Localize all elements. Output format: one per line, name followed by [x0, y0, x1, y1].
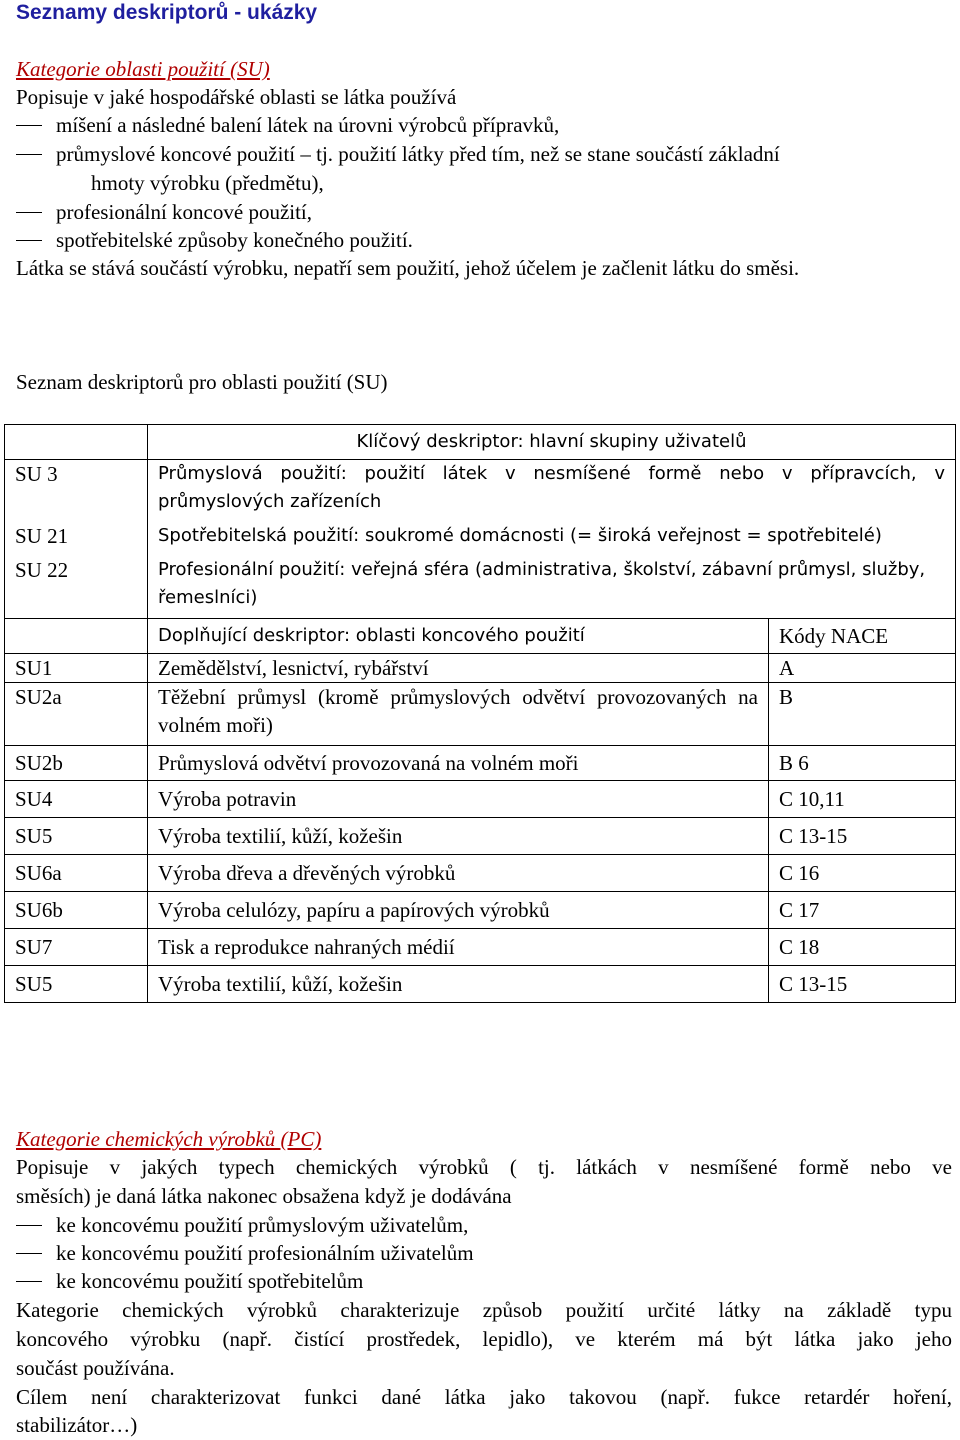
su-description: Výroba potravin: [148, 781, 769, 818]
su-bullet-3: profesionální koncové použití,: [56, 200, 313, 224]
su-description: Profesionální použití: veřejná sféra (administrativa, školství, zábavní průmysl, služby, řemeslníci): [148, 556, 956, 619]
su-description: Výroba celulózy, papíru a papírových výrobků: [148, 892, 769, 929]
su-code: SU 3: [5, 460, 148, 523]
su-section-heading: Kategorie oblasti použití (SU): [16, 57, 270, 81]
pc-paragraph-1-line-1: Kategorie chemických výrobků charakterizuje způsob použití určité látky na základě typu: [16, 1298, 952, 1322]
su-descriptor-table: [4, 424, 956, 1003]
nace-code: A: [769, 654, 956, 683]
su-code: SU2b: [5, 746, 148, 781]
nace-code: C 17: [769, 892, 956, 929]
su-description: Výroba textilií, kůží, kožešin: [148, 818, 769, 855]
su-bullet-4: spotřebitelské způsoby konečného použití.: [56, 228, 413, 252]
page-title: Seznamy deskriptorů - ukázky: [16, 1, 318, 24]
nace-code: C 13-15: [769, 966, 956, 1003]
table-row: [5, 683, 956, 746]
pc-section-heading: Kategorie chemických výrobků (PC): [16, 1127, 322, 1151]
supplementary-descriptor-header: Doplňující deskriptor: oblasti koncového použití: [148, 619, 769, 654]
table-row: [5, 746, 956, 781]
su-code: SU2a: [5, 683, 148, 746]
nace-code: C 13-15: [769, 818, 956, 855]
su-description: Zemědělství, lesnictví, rybářství: [148, 654, 769, 683]
su-bullet-2-continuation: hmoty výrobku (předmětu),: [91, 171, 324, 195]
table-row: [5, 892, 956, 929]
pc-bullet-2: ke koncovému použití profesionálním uživatelům: [56, 1241, 474, 1265]
su-code: SU6a: [5, 855, 148, 892]
table-row: [5, 781, 956, 818]
su-description: Průmyslová odvětví provozovaná na volném moři: [148, 746, 769, 781]
su-code: SU5: [5, 818, 148, 855]
su-code: SU5: [5, 966, 148, 1003]
su-description: Průmyslová použití: použití látek v nesmíšené formě nebo v přípravcích, v průmyslových zařízeních: [148, 460, 956, 523]
nace-code: C 16: [769, 855, 956, 892]
pc-bullet-1: ke koncovému použití průmyslovým uživatelům,: [56, 1213, 469, 1237]
su-code: SU1: [5, 654, 148, 683]
su-code: SU6b: [5, 892, 148, 929]
su-code: SU7: [5, 929, 148, 966]
table-row: [5, 522, 956, 556]
table-row: [5, 966, 956, 1003]
table-row: [5, 654, 956, 683]
table-row: [5, 929, 956, 966]
nace-code: C 18: [769, 929, 956, 966]
su-code: SU4: [5, 781, 148, 818]
su-description: Tisk a reprodukce nahraných médií: [148, 929, 769, 966]
su-description: Výroba textilií, kůží, kožešin: [148, 966, 769, 1003]
pc-paragraph-1-line-3: součást používána.: [16, 1356, 175, 1380]
su-description: Těžební průmysl (kromě průmyslových odvětví provozovaných na volném moři): [148, 683, 769, 746]
su-bullet-2: průmyslové koncové použití – tj. použití látky před tím, než se stane součástí základní: [56, 142, 780, 166]
su-description: Výroba dřeva a dřevěných výrobků: [148, 855, 769, 892]
table-row: [5, 818, 956, 855]
nace-code: B 6: [769, 746, 956, 781]
su-list-title: Seznam deskriptorů pro oblasti použití (SU): [16, 370, 388, 394]
pc-intro-line-2: směsích) je daná látka nakonec obsažena když je dodávána: [16, 1184, 512, 1208]
pc-paragraph-2-line-1: Cílem není charakterizovat funkci dané látka jako takovou (např. fukce retardér hoření,: [16, 1385, 952, 1409]
pc-bullet-3: ke koncovému použití spotřebitelům: [56, 1269, 364, 1293]
su-code: SU 22: [5, 556, 148, 619]
nace-code: B: [769, 683, 956, 746]
su-code: SU 21: [5, 522, 148, 556]
pc-paragraph-1-line-2: koncového výrobku (např. čistící prostředek, lepidlo), ve kterém má být látka jako jeho: [16, 1327, 952, 1351]
su-bullet-1: míšení a následné balení látek na úrovni výrobců přípravků,: [56, 113, 560, 137]
table-row: [5, 460, 956, 523]
nace-code: C 10,11: [769, 781, 956, 818]
pc-intro-line-1: Popisuje v jakých typech chemických výrobků ( tj. látkách v nesmíšené formě nebo ve: [16, 1155, 952, 1179]
table-row: [5, 556, 956, 619]
table-row: [5, 855, 956, 892]
nace-codes-header: Kódy NACE: [769, 619, 956, 654]
key-descriptor-header: Klíčový deskriptor: hlavní skupiny uživatelů: [148, 425, 956, 460]
su-note: Látka se stává součástí výrobku, nepatří sem použití, jehož účelem je začlenit látku do směsi.: [16, 256, 800, 280]
su-description: Spotřebitelská použití: soukromé domácnosti (= široká veřejnost = spotřebitelé): [148, 522, 956, 556]
su-intro: Popisuje v jaké hospodářské oblasti se látka používá: [16, 85, 457, 109]
table-header-row: [5, 425, 956, 460]
pc-paragraph-2-line-2: stabilizátor…): [16, 1413, 138, 1437]
supplementary-header-row: [5, 619, 956, 654]
